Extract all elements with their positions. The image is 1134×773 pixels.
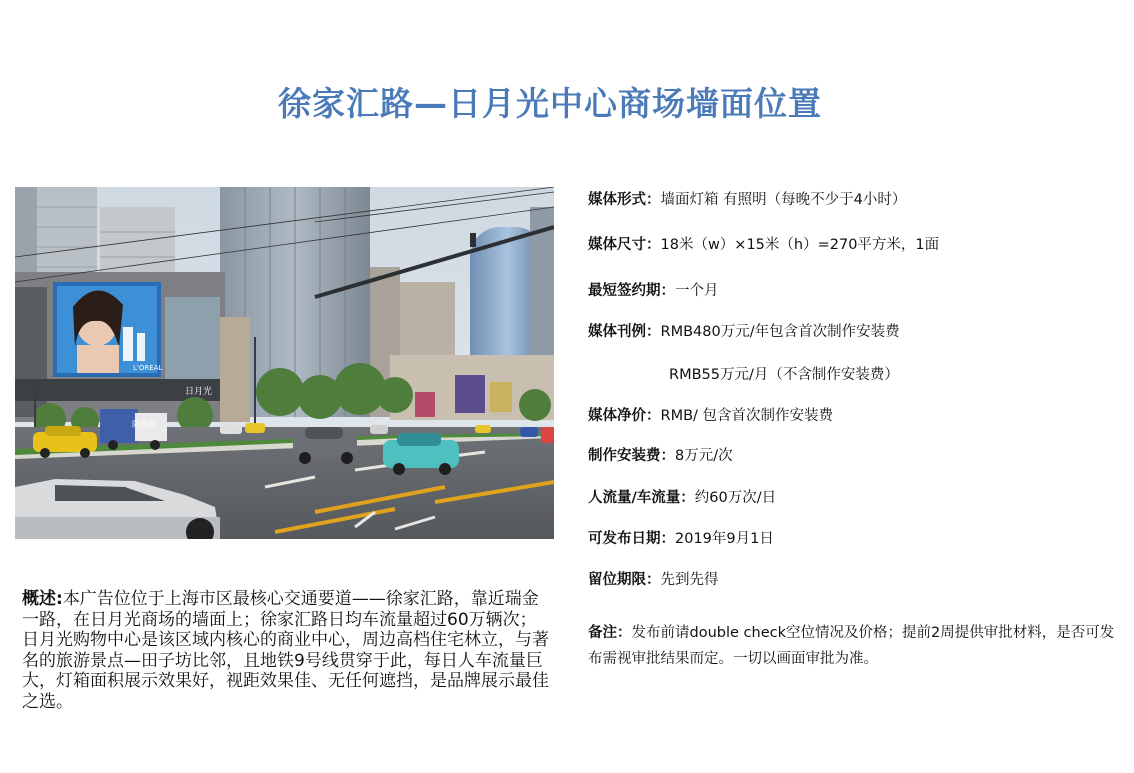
spec-value: 发布前请double check空位情况及价格；提前2周提供审批材料，是否可发布需视审批结果而定。一切以画面审批为准。 [588,625,1115,667]
spec-label: 留位期限： [588,572,661,588]
summary-label: 概述: [22,589,63,609]
spec-net-price [588,404,833,425]
spec-available-date [588,527,774,548]
spec-price-list [588,320,900,341]
street-billboard-photo [15,187,554,539]
spec-value: RMB/ 包含首次制作安装费 [660,408,834,424]
spec-label: 可发布日期： [588,531,675,547]
spec-value: 18米（w）×15米（h）=270平方米，1面 [660,237,940,253]
spec-value: 2019年9月1日 [675,531,774,547]
spec-traffic [588,486,776,507]
spec-value: 约60万次/日 [694,490,777,506]
spec-label: 媒体形式： [588,192,661,208]
spec-value: RMB55万元/月（不含制作安装费） [669,367,899,383]
spec-min-contract [588,279,719,300]
summary-text: 本广告位位于上海市区最核心交通要道——徐家汇路，靠近瑞金一路，在日月光商场的墙面上；徐家汇路日均车流量超过60万辆次；日月光购物中心是该区域内核心的商业中心，周边高档住宅林立，与著名的旅游景点—田子坊比邻，且地铁9号线贯穿于此，每日人车流量巨大，灯箱面积展示效果好，视距效果佳、无任何遮挡，是品牌展示最佳之选。 [22,589,549,712]
spec-media-form [588,188,906,209]
spec-value: 墙面灯箱 有照明（每晚不少于4小时） [660,192,907,208]
spec-label: 人流量/车流量： [588,490,695,506]
spec-label: 媒体净价： [588,408,661,424]
spec-hold-period [588,568,719,589]
spec-label: 制作安装费： [588,448,675,464]
billboard-brand-text: L'OREAL [133,364,163,372]
truck-text: 陆地港 [132,420,156,429]
spec-label: 最短签约期： [588,283,675,299]
spec-label: 媒体尺寸： [588,237,661,253]
spec-label: 媒体刊例： [588,324,661,340]
spec-value: 一个月 [675,283,719,299]
spec-value: RMB480万元/年包含首次制作安装费 [660,324,900,340]
spec-value: 先到先得 [660,572,719,588]
spec-note [588,620,1118,672]
store-sign-text: 日月光 [185,387,213,397]
spec-value: 8万元/次 [675,448,733,464]
spec-price-list-monthly [669,363,899,384]
summary-paragraph [22,589,552,712]
spec-media-size [588,233,939,254]
page-title: 徐家汇路—日月光中心商场墙面位置 [278,84,822,123]
spec-production-fee [588,444,733,465]
spec-label: 备注： [588,625,632,641]
